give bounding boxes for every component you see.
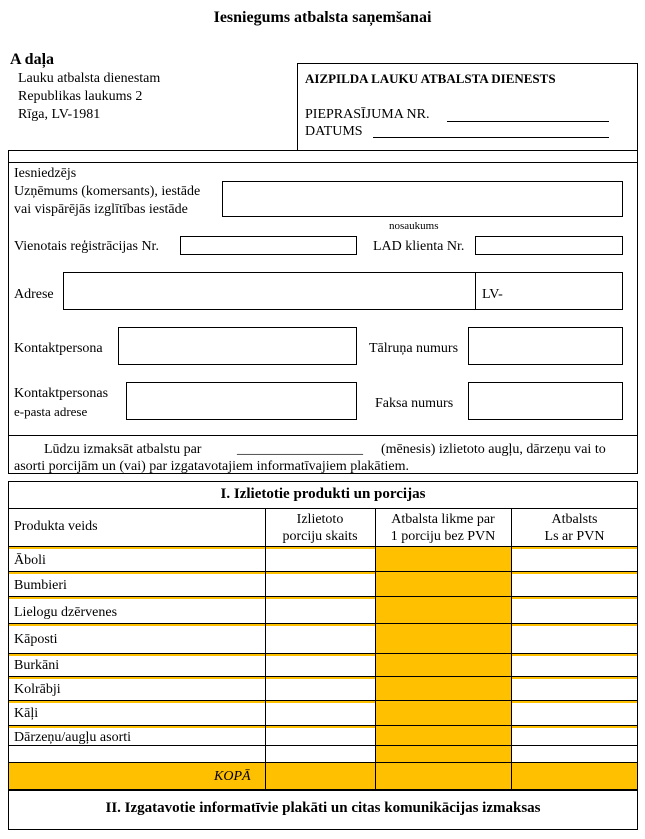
address-field[interactable] bbox=[63, 272, 623, 310]
section-a-heading: A daļa bbox=[10, 51, 55, 68]
divider bbox=[8, 435, 638, 436]
request-text-line2: asorti porcijām un (vai) par izgatavotajiem informatīvajiem plakātiem. bbox=[14, 459, 409, 474]
fax-label: Faksa numurs bbox=[375, 396, 454, 411]
company-name-field[interactable] bbox=[222, 181, 623, 217]
divider bbox=[8, 762, 638, 763]
table-row: Āboli bbox=[14, 553, 46, 568]
section2-heading: II. Izgatavotie informatīvie plakāti un citas komunikācijas izmaksas bbox=[105, 800, 541, 816]
office-box-heading: AIZPILDA LAUKU ATBALSTA DIENESTS bbox=[305, 71, 556, 86]
table-row: Kāposti bbox=[14, 632, 58, 647]
fax-field[interactable] bbox=[468, 382, 623, 420]
divider bbox=[8, 725, 638, 726]
request-no-field[interactable] bbox=[447, 121, 609, 122]
divider bbox=[8, 653, 638, 654]
col-portions: porciju skaits bbox=[282, 529, 358, 544]
date-label: DATUMS bbox=[305, 124, 363, 139]
contact-field[interactable] bbox=[118, 327, 357, 365]
divider bbox=[8, 676, 638, 677]
recipient-line: Rīga, LV-1981 bbox=[18, 107, 101, 122]
lad-client-field[interactable] bbox=[475, 236, 623, 255]
email-label: e-pasta adrese bbox=[14, 404, 88, 419]
address-label: Adrese bbox=[14, 287, 54, 302]
recipient-line: Lauku atbalsta dienestam bbox=[18, 71, 161, 86]
table-row: Lielogu dzērvenes bbox=[14, 605, 118, 620]
company-label: vai vispārējās izglītības iestāde bbox=[14, 202, 188, 217]
table-row: Burkāni bbox=[14, 658, 60, 673]
applicant-heading: Iesniedzējs bbox=[14, 166, 77, 181]
reg-no-label: Vienotais reģistrācijas Nr. bbox=[14, 239, 159, 254]
recipient-line: Republikas laukums 2 bbox=[18, 89, 143, 104]
phone-field[interactable] bbox=[468, 327, 623, 365]
total-label: KOPĀ bbox=[214, 769, 251, 784]
request-text-start: Lūdzu izmaksāt atbalstu par bbox=[44, 442, 202, 457]
month-blank[interactable]: __________________ bbox=[237, 442, 363, 457]
col-rate: Atbalsta likme par bbox=[391, 512, 495, 527]
postcode-prefix: LV- bbox=[482, 287, 503, 302]
table-row: Bumbieri bbox=[14, 578, 67, 593]
name-caption: nosaukums bbox=[389, 220, 439, 232]
divider bbox=[8, 162, 638, 163]
request-no-label: PIEPRASĪJUMA NR. bbox=[305, 107, 430, 122]
table-row: Kolrābji bbox=[14, 682, 61, 697]
company-label: Uzņēmums (komersants), iestāde bbox=[14, 184, 201, 199]
divider bbox=[8, 623, 638, 624]
col-support: Atbalsts bbox=[551, 512, 598, 527]
divider bbox=[8, 596, 638, 597]
request-text-end: (mēnesis) izlietoto augļu, dārzeņu vai to bbox=[381, 442, 606, 457]
total-row-fill bbox=[9, 762, 637, 789]
divider bbox=[475, 272, 476, 310]
email-field[interactable] bbox=[126, 382, 357, 420]
col-portions: Izlietoto bbox=[296, 512, 344, 527]
contact-label: Kontaktpersona bbox=[14, 341, 103, 356]
table1-heading: I. Izlietotie produkti un porcijas bbox=[220, 486, 426, 502]
divider bbox=[8, 571, 638, 572]
lad-client-label: LAD klienta Nr. bbox=[373, 239, 465, 254]
date-field[interactable] bbox=[373, 137, 609, 138]
col-product: Produkta veids bbox=[14, 519, 98, 534]
reg-no-field[interactable] bbox=[180, 236, 357, 255]
divider bbox=[8, 700, 638, 701]
col-support: Ls ar PVN bbox=[544, 529, 605, 544]
table-row: Kāļi bbox=[14, 706, 39, 721]
phone-label: Tālruņa numurs bbox=[369, 341, 459, 356]
divider bbox=[8, 546, 638, 547]
rate-column-fill bbox=[375, 546, 511, 789]
col-rate: 1 porciju bez PVN bbox=[390, 529, 496, 544]
table-row: Dārzeņu/augļu asorti bbox=[14, 730, 132, 745]
page-title: Iesniegums atbalsta saņemšanai bbox=[213, 9, 432, 26]
divider bbox=[8, 508, 638, 509]
email-label: Kontaktpersonas bbox=[14, 386, 109, 401]
divider bbox=[375, 508, 376, 790]
divider bbox=[265, 508, 266, 790]
divider bbox=[511, 508, 512, 790]
